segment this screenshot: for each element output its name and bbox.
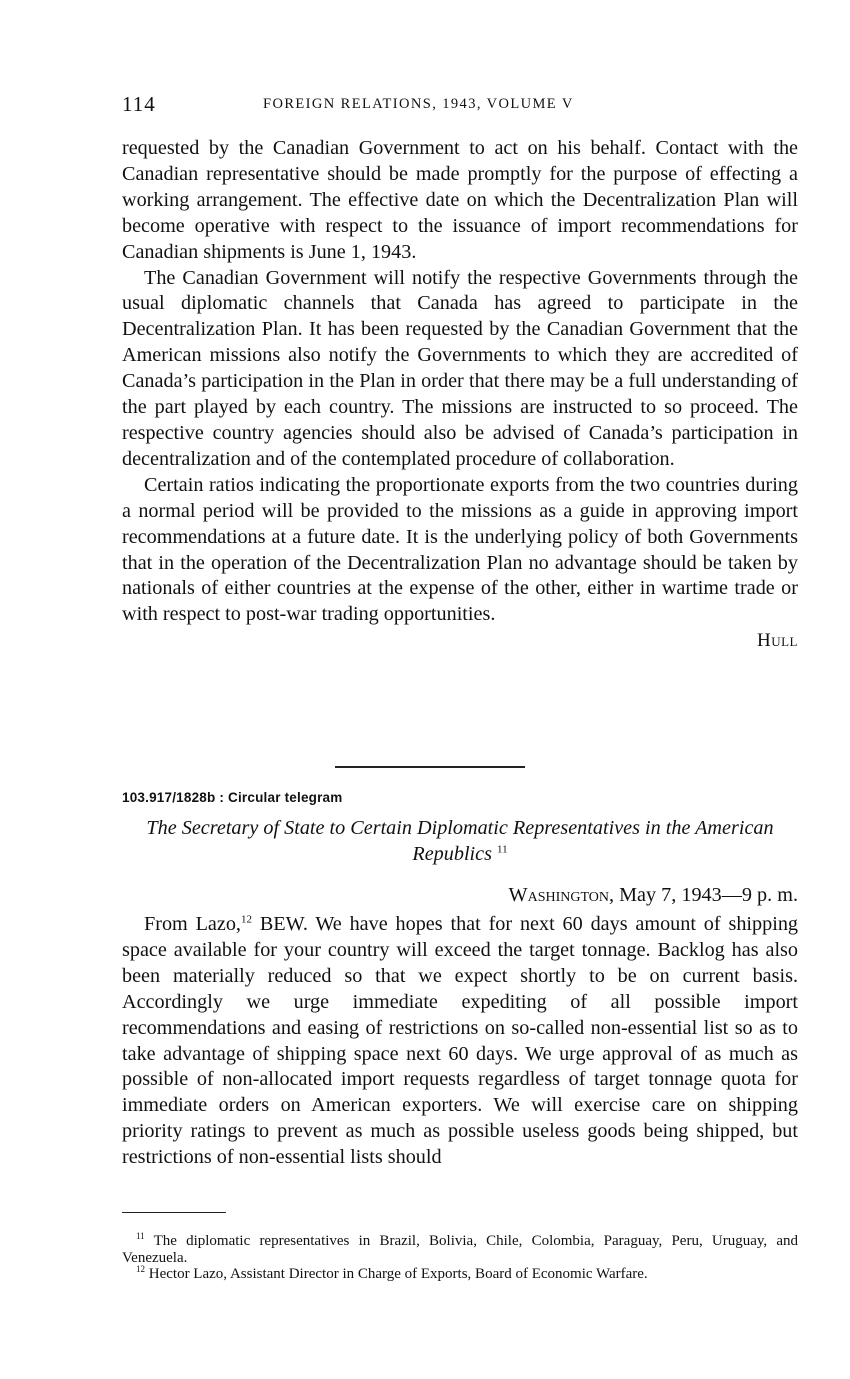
file-reference: 103.917/1828b : Circular telegram — [122, 790, 343, 805]
paragraph-2: The Canadian Government will notify the respective Governments through the usual diplomatic channels that Canada has agreed to participate in the Decentralization Plan. It has been requested by the Canadian Government that the American missions also notify the Governments to which they are accredited of Canada’s participation in the Plan in order that there may be a full understanding of the part played by each country. The missions are instructed to so proceed. The respective country agencies should also be advised of Canada’s participation in decentralization and of the contemplated procedure of collaboration. — [122, 266, 798, 470]
document-title-text: The Secretary of State to Certain Diplomatic Representatives in the American Republics — [146, 817, 774, 865]
running-head: FOREIGN RELATIONS, 1943, VOLUME V — [263, 96, 574, 112]
footnote-12 — [122, 1266, 798, 1283]
dateline — [509, 884, 798, 907]
footnote-number: 11 — [136, 1231, 145, 1241]
footnote-11 — [122, 1233, 798, 1266]
footnote-text: Hector Lazo, Assistant Director in Charge of Exports, Board of Economic Warfare. — [145, 1266, 648, 1282]
dateline-place: Washington — [508, 884, 610, 906]
title-footnote-marker: 11 — [497, 843, 508, 856]
telegram-text: BEW. We have hopes that for next 60 days amount of shipping space available for your country will exceed the target tonnage. Backlog has also been materially reduced so that we expect shortly to be on current basis. Accordingly we urge immediate expediting of all possible import recommendations and easing of restrictions on so-called non-essential list so as to take advantage of shipping space next 60 days. We urge approval of as much as possible of non-allocated import requests regardless of target tonnage quota for immediate orders on American exporters. We will exercise care on shipping priority ratings to prevent as much as possible useless goods being shipped, but restrictions of non-essential lists should — [122, 913, 799, 1169]
document-title — [122, 815, 798, 867]
section-divider — [335, 766, 525, 768]
paragraph-1: requested by the Canadian Government to act on his behalf. Contact with the Canadian representative should be made promptly for the purpose of effecting a working arrangement. The effective date on which the Decentralization Plan will become operative with respect to the issuance of import recommendations for Canadian shipments is June 1, 1943. — [122, 137, 798, 263]
paragraph-3: Certain ratios indicating the proportionate exports from the two countries during a normal period will be provided to the missions as a guide in approving import recommendations at a future date. It is the underlying policy of both Governments that in the operation of the Decentralization Plan no advantage should be taken by nationals of either countries at the expense of the other, either in wartime trade or with respect to post-war trading opportunities. — [122, 473, 798, 626]
continued-text — [122, 136, 798, 654]
dateline-date: , May 7, 1943—9 p. m. — [609, 884, 798, 906]
footnote-divider — [122, 1212, 226, 1213]
page-header — [122, 92, 798, 116]
signature: Hull — [757, 630, 798, 652]
page-number: 114 — [122, 92, 156, 116]
telegram-body — [122, 912, 798, 1171]
footnote-number: 12 — [136, 1264, 145, 1274]
telegram-intro: From Lazo, — [144, 913, 241, 935]
footnote-text: The diplomatic representatives in Brazil, Bolivia, Chile, Colombia, Paraguay, Peru, Uruguay, and Venezuela. — [122, 1233, 798, 1266]
footnotes — [122, 1233, 798, 1283]
telegram-footnote-marker: 12 — [240, 913, 252, 926]
